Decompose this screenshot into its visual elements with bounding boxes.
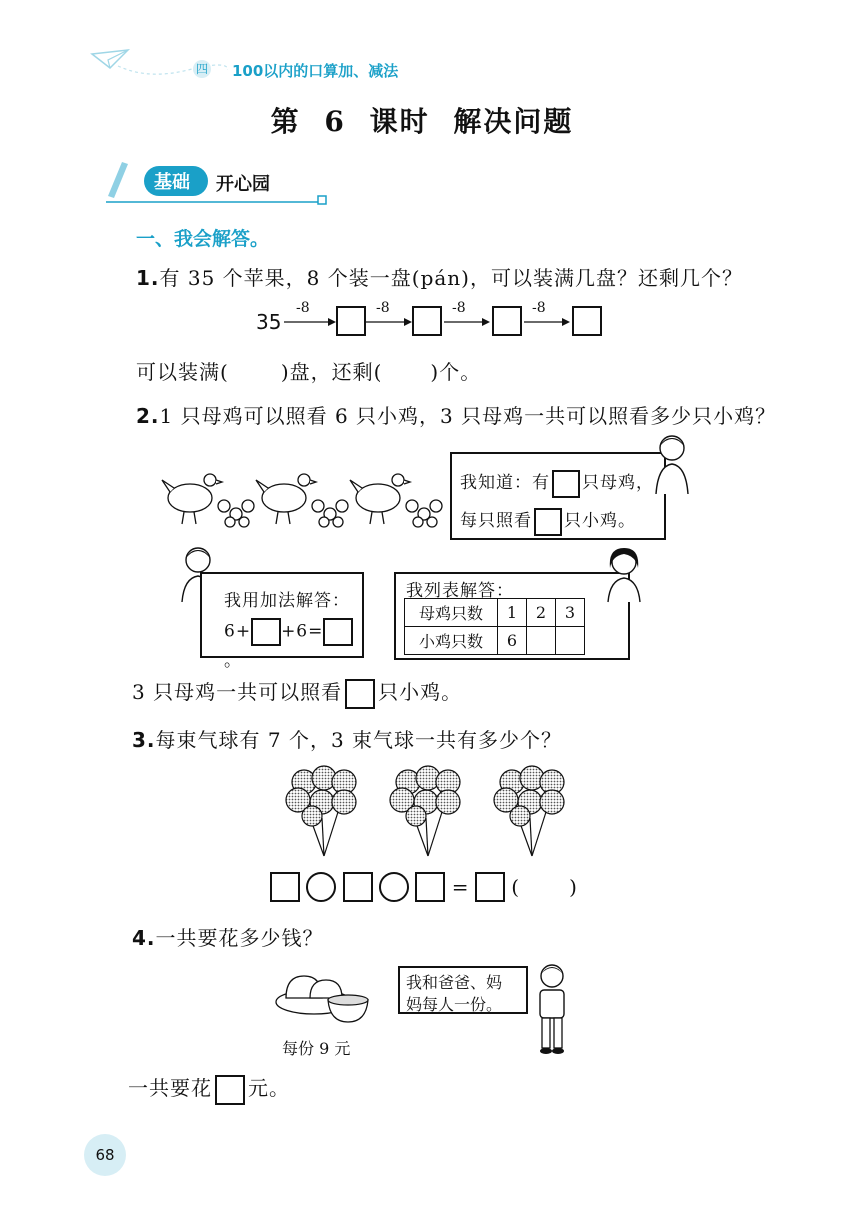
q4-question: 一共要花多少钱？ — [155, 926, 324, 950]
q4-answer-text: 一共要花 — [128, 1076, 212, 1100]
balloon-bunches-illustration — [282, 762, 572, 858]
q4-price: 每份 9 元 — [282, 1039, 351, 1058]
q3-operator-circle[interactable] — [379, 872, 409, 902]
q3-box[interactable] — [415, 872, 445, 902]
q2-know-text: 我知道：有 — [460, 473, 550, 493]
unit-badge — [193, 60, 211, 78]
q4-speech-line1: 我和爸爸、妈 — [406, 973, 503, 992]
balloon-bunch-icon — [390, 766, 460, 856]
q1-step-label: -8 — [296, 300, 310, 316]
q4-number: 4. — [132, 926, 156, 950]
q2-question: 1 只母鸡可以照看 6 只小鸡，3 只母鸡一共可以照看多少只小鸡？ — [159, 404, 777, 428]
q4-text — [132, 922, 324, 951]
q2-table-bubble — [394, 572, 630, 660]
boy-standing-icon — [530, 962, 574, 1056]
unit-badge-text: 四 — [195, 62, 208, 76]
q1-answer-box[interactable] — [412, 306, 442, 336]
q3-number: 3. — [132, 728, 156, 752]
q4-speech-bubble — [398, 966, 528, 1014]
q2-hen-count-box[interactable] — [552, 470, 580, 498]
q1-text — [136, 262, 743, 291]
q1-question: 有 35 个苹果，8 个装一盘(pán)，可以装满几盘？还剩几个？ — [159, 266, 743, 290]
table-row — [405, 627, 585, 655]
q2-addition-equation — [224, 618, 362, 671]
q1-answer-box[interactable] — [572, 306, 602, 336]
q2-sum-box[interactable] — [323, 618, 353, 646]
q2-chick-count-box[interactable] — [534, 508, 562, 536]
q2-addition-title: 我用加法解答： — [224, 591, 350, 611]
q1-answer-box[interactable] — [336, 306, 366, 336]
q1-answer-text: )盘，还剩( — [280, 360, 383, 384]
hen-group-icon — [256, 474, 348, 527]
q2-know-text: 只母鸡， — [582, 473, 654, 493]
q1-step-label: -8 — [376, 300, 390, 316]
q1-number: 1. — [136, 266, 160, 290]
table-cell: 2 — [527, 599, 556, 627]
q2-text — [136, 400, 776, 429]
section-heading: 一、我会解答。 — [136, 228, 270, 250]
table-cell-blank[interactable] — [527, 627, 556, 655]
boy-avatar-icon — [652, 432, 696, 496]
q2-add-text: +6= — [281, 621, 324, 642]
page-number: 68 — [95, 1146, 115, 1164]
table-cell: 母鸡只数 — [405, 599, 498, 627]
q1-answer-line — [136, 356, 481, 385]
q3-operator-circle[interactable] — [306, 872, 336, 902]
q1-answer-text: 可以装满( — [136, 360, 229, 384]
q2-addition-bubble — [200, 572, 364, 671]
q2-know-text: 每只照看 — [460, 511, 532, 531]
section-banner — [100, 152, 340, 208]
q2-know-text: 只小鸡。 — [564, 511, 636, 531]
q1-step-label: -8 — [532, 300, 546, 316]
q2-number: 2. — [136, 404, 160, 428]
q1-answer-box[interactable] — [492, 306, 522, 336]
page-title: 第 6 课时 解决问题 — [270, 105, 574, 138]
page-number-badge — [84, 1134, 126, 1176]
q2-answer-box[interactable] — [345, 679, 375, 709]
q1-arrows — [284, 300, 604, 344]
q2-table-title: 我列表解答： — [406, 581, 514, 601]
q3-box[interactable] — [270, 872, 300, 902]
table-cell: 1 — [498, 599, 527, 627]
q2-add-box[interactable] — [251, 618, 281, 646]
q2-table — [404, 598, 585, 655]
hen-group-icon — [162, 474, 254, 527]
q3-result-box[interactable] — [475, 872, 505, 902]
q4-answer-line — [128, 1072, 290, 1105]
q2-answer-text: 3 只母鸡一共可以照看 — [132, 680, 343, 704]
q2-answer-line — [132, 676, 462, 709]
q1-step-label: -8 — [452, 300, 466, 316]
q2-know-bubble — [450, 452, 666, 540]
table-row — [405, 599, 585, 627]
balloon-bunch-icon — [494, 766, 564, 856]
q3-equals: = — [451, 875, 469, 899]
q2-know-line1 — [460, 468, 654, 498]
q2-add-text: 6+ — [224, 621, 252, 642]
banner-text: 开心园 — [216, 174, 270, 195]
table-cell: 3 — [556, 599, 585, 627]
q3-question: 每束气球有 7 个，3 束气球一共有多少个？ — [155, 728, 563, 752]
girl-avatar-icon — [604, 546, 648, 604]
q2-know-line2 — [460, 506, 636, 536]
table-cell: 6 — [498, 627, 527, 655]
table-cell: 小鸡只数 — [405, 627, 498, 655]
q4-answer-box[interactable] — [215, 1075, 245, 1105]
q1-answer-text: )个。 — [430, 360, 482, 384]
q1-chain — [256, 300, 616, 344]
q3-paren: ) — [569, 875, 577, 899]
q3-equation — [270, 872, 577, 906]
hens-and-chicks-illustration — [160, 462, 450, 534]
table-cell-blank[interactable] — [556, 627, 585, 655]
hen-group-icon — [350, 474, 442, 527]
q2-add-text: 。 — [224, 651, 242, 671]
balloon-bunch-icon — [286, 766, 356, 856]
banner-tag: 基础 — [154, 172, 190, 193]
q1-start-value: 35 — [256, 310, 282, 334]
q3-paren: ( — [511, 875, 520, 899]
q3-box[interactable] — [343, 872, 373, 902]
q3-text — [132, 724, 562, 753]
q4-answer-text: 元。 — [248, 1076, 290, 1100]
q2-answer-text: 只小鸡。 — [378, 680, 463, 704]
buns-and-porridge-icon — [272, 966, 372, 1026]
q4-speech-line2: 妈每人一份。 — [406, 995, 503, 1014]
unit-title: 100以内的口算加、减法 — [232, 62, 399, 80]
